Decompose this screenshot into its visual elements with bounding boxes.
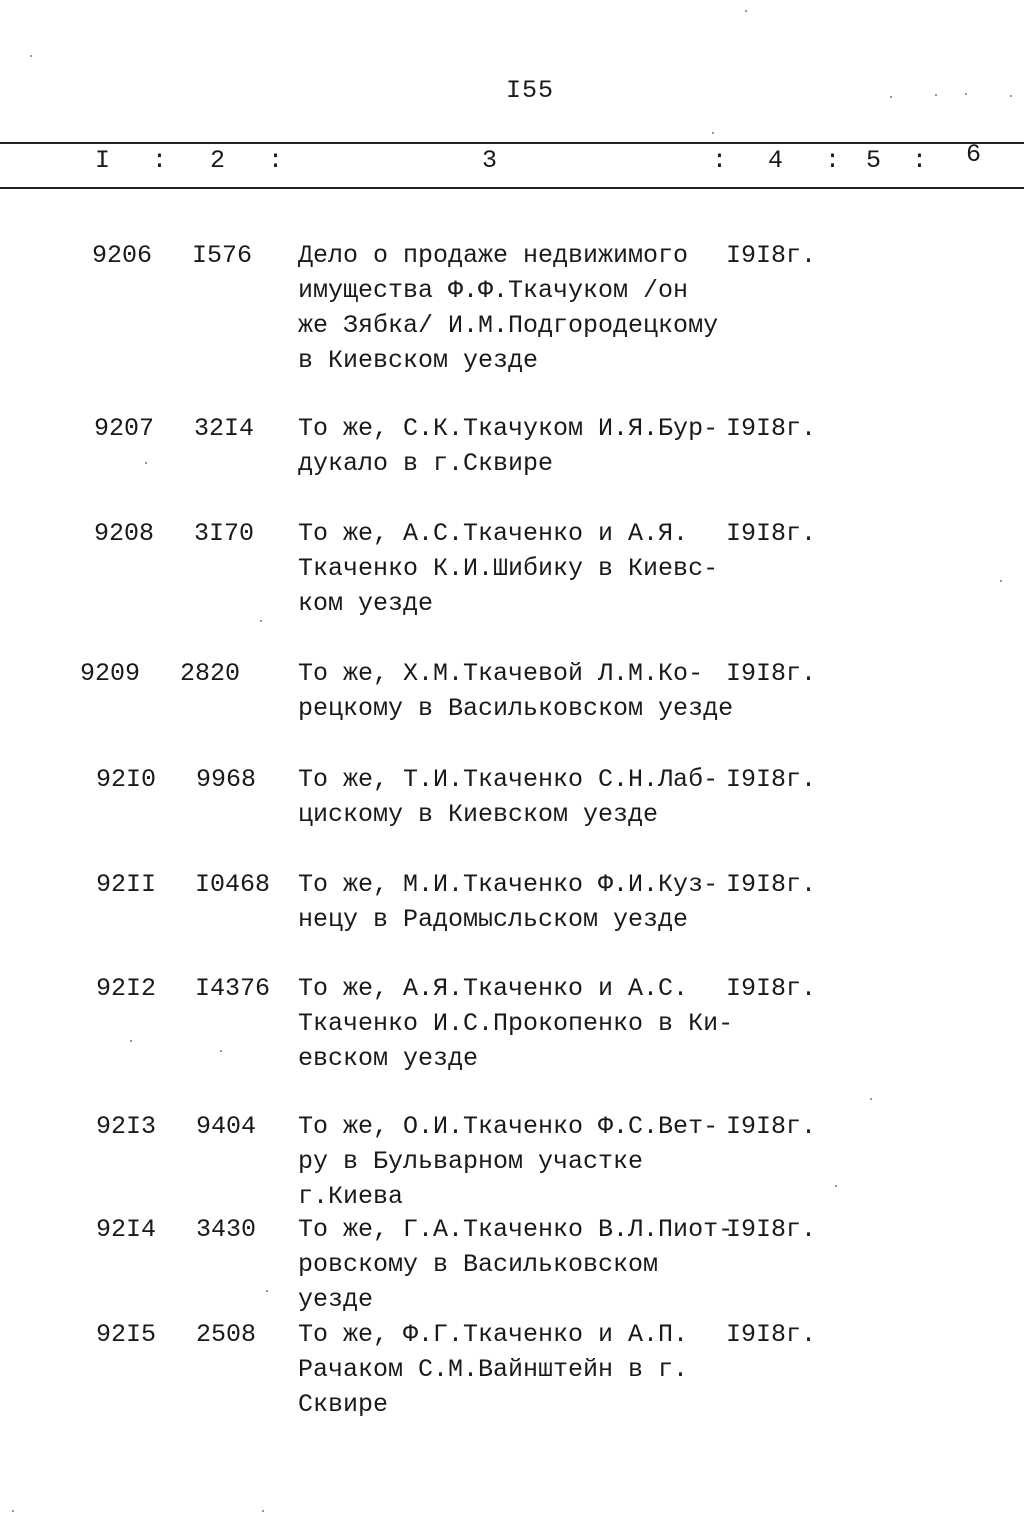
scan-speck: [1010, 95, 1012, 97]
column-header-5: 5: [866, 146, 882, 175]
header-top-rule: [0, 142, 1024, 144]
entry-number: 92I0: [95, 765, 156, 794]
scan-speck: [220, 1050, 222, 1052]
scan-speck: [965, 93, 967, 95]
scan-speck: [745, 10, 747, 12]
entry-description: То же, А.Я.Ткаченко и А.С. Ткаченко И.С.Прокопенко в Ки- евском уезде: [298, 974, 734, 1073]
entry-description: То же, Х.М.Ткачевой Л.М.Ко- рецкому в Васильковском уезде: [298, 659, 734, 723]
column-header-6: 6: [966, 140, 982, 169]
entry-year: I9I8г.: [726, 974, 817, 1003]
scan-speck: [30, 55, 32, 57]
header-bottom-rule: [0, 187, 1024, 189]
entry-description: То же, М.И.Ткаченко Ф.И.Куз- нецу в Радомысльском уезде: [298, 870, 719, 934]
column-separator: :: [268, 146, 284, 175]
scan-speck: [12, 1510, 14, 1512]
scan-speck: [835, 1185, 837, 1187]
entry-year: I9I8г.: [726, 765, 817, 794]
scan-speck: [145, 462, 147, 464]
entry-description: Дело о продаже недвижимого имущества Ф.Ф.Ткачуком /он же Зябка/ И.М.Подгородецкому в Киевском уезде: [298, 241, 719, 375]
file-number: 32I4: [193, 414, 254, 443]
scan-speck: [935, 94, 937, 96]
file-number: 9404: [195, 1112, 256, 1141]
entry-description: То же, Ф.Г.Ткаченко и А.П. Рачаком С.М.Вайнштейн в г. Сквире: [298, 1320, 689, 1419]
entry-number: 9209: [79, 659, 140, 688]
file-number: I0468: [194, 870, 270, 899]
column-header-1: I: [95, 146, 111, 175]
file-number: 3430: [195, 1215, 256, 1244]
entry-number: 92II: [95, 870, 156, 899]
scan-speck: [260, 620, 262, 622]
entry-number: 9206: [91, 241, 152, 270]
entry-description: То же, С.К.Ткачуком И.Я.Бур- дукало в г.Сквире: [298, 414, 719, 478]
entry-description: То же, Г.А.Ткаченко В.Л.Пиот- ровскому в Васильковском уезде: [298, 1215, 734, 1314]
entry-year: I9I8г.: [726, 1112, 817, 1141]
file-number: 9968: [195, 765, 256, 794]
column-separator: :: [152, 146, 168, 175]
scan-speck: [266, 1290, 268, 1292]
column-separator: :: [825, 146, 841, 175]
entry-year: I9I8г.: [726, 241, 817, 270]
entry-description: То же, А.С.Ткаченко и А.Я. Ткаченко К.И.Шибику в Киевс- ком уезде: [298, 519, 719, 618]
entry-number: 9208: [93, 519, 154, 548]
entry-year: I9I8г.: [726, 659, 817, 688]
column-separator: :: [712, 146, 728, 175]
entry-year: I9I8г.: [726, 1215, 817, 1244]
entry-number: 92I2: [95, 974, 156, 1003]
entry-year: I9I8г.: [726, 870, 817, 899]
entry-number: 92I3: [95, 1112, 156, 1141]
column-separator: :: [912, 146, 928, 175]
scan-speck: [870, 1098, 872, 1100]
entry-year: I9I8г.: [726, 519, 817, 548]
file-number: 2820: [179, 659, 240, 688]
file-number: I576: [191, 241, 252, 270]
entry-description: То же, О.И.Ткаченко Ф.С.Вет- ру в Бульварном участке г.Киева: [298, 1112, 719, 1211]
file-number: 2508: [195, 1320, 256, 1349]
file-number: I4376: [194, 974, 270, 1003]
entry-description: То же, Т.И.Ткаченко С.Н.Лаб- цискому в Киевском уезде: [298, 765, 719, 829]
entry-number: 92I4: [95, 1215, 156, 1244]
scan-speck: [130, 1040, 132, 1042]
page-number: I55: [505, 76, 554, 105]
entry-year: I9I8г.: [726, 414, 817, 443]
scan-speck: [1000, 580, 1002, 582]
file-number: 3I70: [193, 519, 254, 548]
column-header-3: 3: [482, 146, 498, 175]
entry-number: 92I5: [95, 1320, 156, 1349]
entry-number: 9207: [93, 414, 154, 443]
scan-speck: [890, 96, 892, 98]
scan-speck: [262, 1510, 264, 1512]
scan-speck: [712, 132, 714, 134]
column-header-2: 2: [210, 146, 226, 175]
column-header-4: 4: [768, 146, 784, 175]
entry-year: I9I8г.: [726, 1320, 817, 1349]
